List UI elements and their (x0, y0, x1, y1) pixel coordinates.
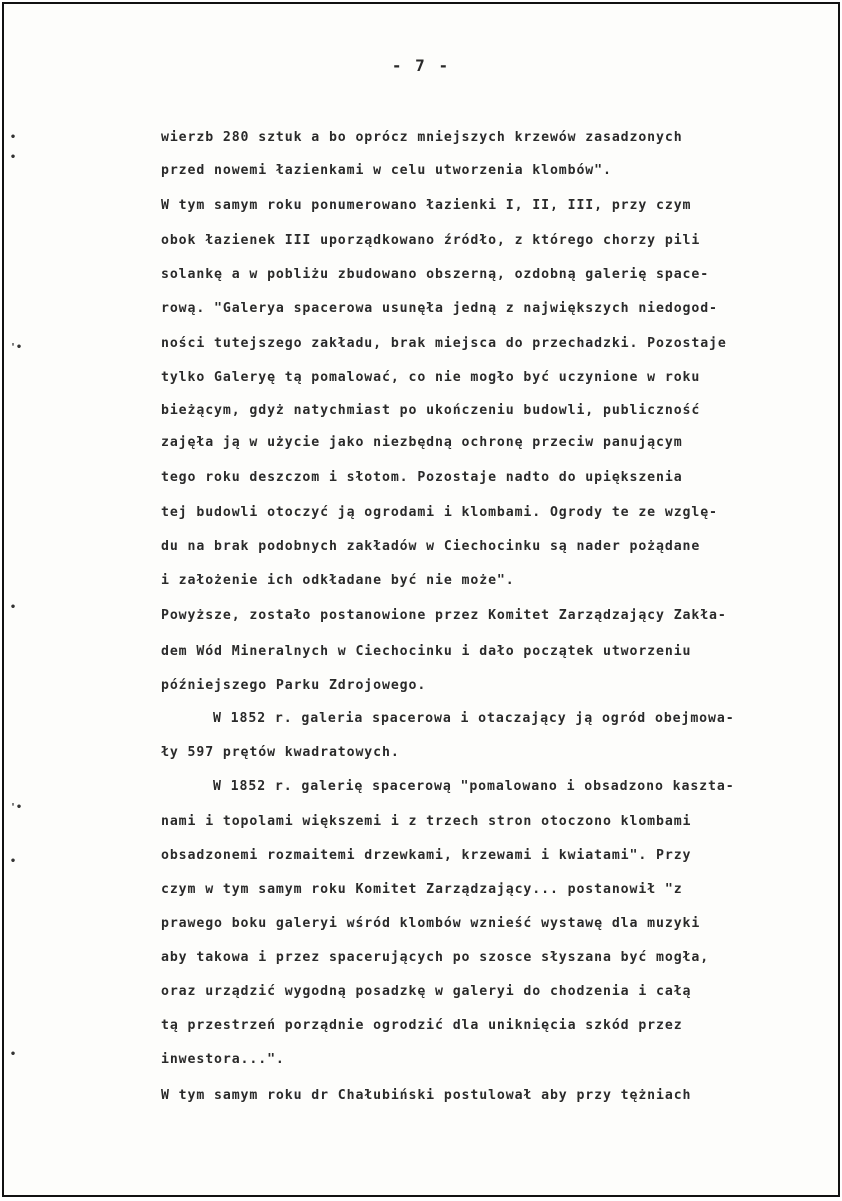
text-line: tą przestrzeń porządnie ogrodzić dla uniknięcia szkód przez (161, 1018, 683, 1033)
margin-tick: '• (10, 802, 23, 813)
margin-dot: • (10, 152, 17, 163)
margin-tick: '• (10, 342, 23, 353)
text-line: dem Wód Mineralnych w Ciechocinku i dało początek utworzeniu (161, 644, 692, 659)
text-line: solankę a w pobliżu zbudowano obszerną, ozdobną galerię space- (161, 267, 710, 282)
text-line: i założenie ich odkładane być nie może". (161, 573, 515, 588)
text-line: oraz urządzić wygodną posadzkę w galeryi do chodzenia i całą (161, 984, 692, 999)
document-page (2, 2, 840, 1197)
text-line: przed nowemi łazienkami w celu utworzenia klombów". (161, 163, 612, 178)
text-line: obok łazienek III uporządkowano źródło, z którego chorzy pili (161, 233, 701, 248)
text-line: ły 597 prętów kwadratowych. (161, 745, 400, 760)
page-number: - 7 - (391, 56, 451, 75)
margin-dot: • (10, 1049, 17, 1060)
text-line: tego roku deszczom i słotom. Pozostaje nadto do upiększenia (161, 470, 683, 485)
text-line: prawego boku galeryi wśród klombów wznieść wystawę dla muzyki (161, 916, 701, 931)
text-line: obsadzonemi rozmaitemi drzewkami, krzewami i kwiatami". Przy (161, 848, 692, 863)
text-line: czym w tym samym roku Komitet Zarządzający... postanowił "z (161, 882, 683, 897)
text-line: nami i topolami większemi i z trzech stron otoczono klombami (161, 814, 692, 829)
text-line: tej budowli otoczyć ją ogrodami i klombami. Ogrody te ze wzglę- (161, 505, 718, 520)
margin-dot: • (10, 856, 17, 867)
text-line: bieżącym, gdyż natychmiast po ukończeniu budowli, publiczność (161, 403, 701, 418)
text-line: rową. "Galerya spacerowa usunęła jedną z największych niedogod- (161, 301, 718, 316)
text-line: późniejszego Parku Zdrojowego. (161, 678, 427, 693)
text-line: W 1852 r. galeria spacerowa i otaczający ją ogród obejmowa- (213, 711, 735, 726)
margin-dot: • (10, 132, 17, 143)
text-line: wierzb 280 sztuk a bo oprócz mniejszych krzewów zasadzonych (161, 130, 683, 145)
text-line: aby takowa i przez spacerujących po szosce słyszana być mogła, (161, 950, 710, 965)
text-line: ności tutejszego zakładu, brak miejsca do przechadzki. Pozostaje (161, 336, 727, 351)
margin-dot: • (10, 602, 17, 613)
text-line: du na brak podobnych zakładów w Ciechocinku są nader pożądane (161, 539, 701, 554)
text-line: inwestora...". (161, 1052, 285, 1067)
text-line: tylko Galeryę tą pomalować, co nie mogło być uczynione w roku (161, 370, 701, 385)
text-line: W tym samym roku ponumerowano łazienki I, II, III, przy czym (161, 198, 692, 213)
text-line: W tym samym roku dr Chałubiński postulował aby przy tężniach (161, 1088, 692, 1103)
text-line: Powyższe, zostało postanowione przez Komitet Zarządzający Zakła- (161, 608, 727, 623)
text-line: zajęła ją w użycie jako niezbędną ochronę przeciw panującym (161, 435, 683, 450)
text-line: W 1852 r. galerię spacerową "pomalowano i obsadzono kaszta- (213, 779, 735, 794)
